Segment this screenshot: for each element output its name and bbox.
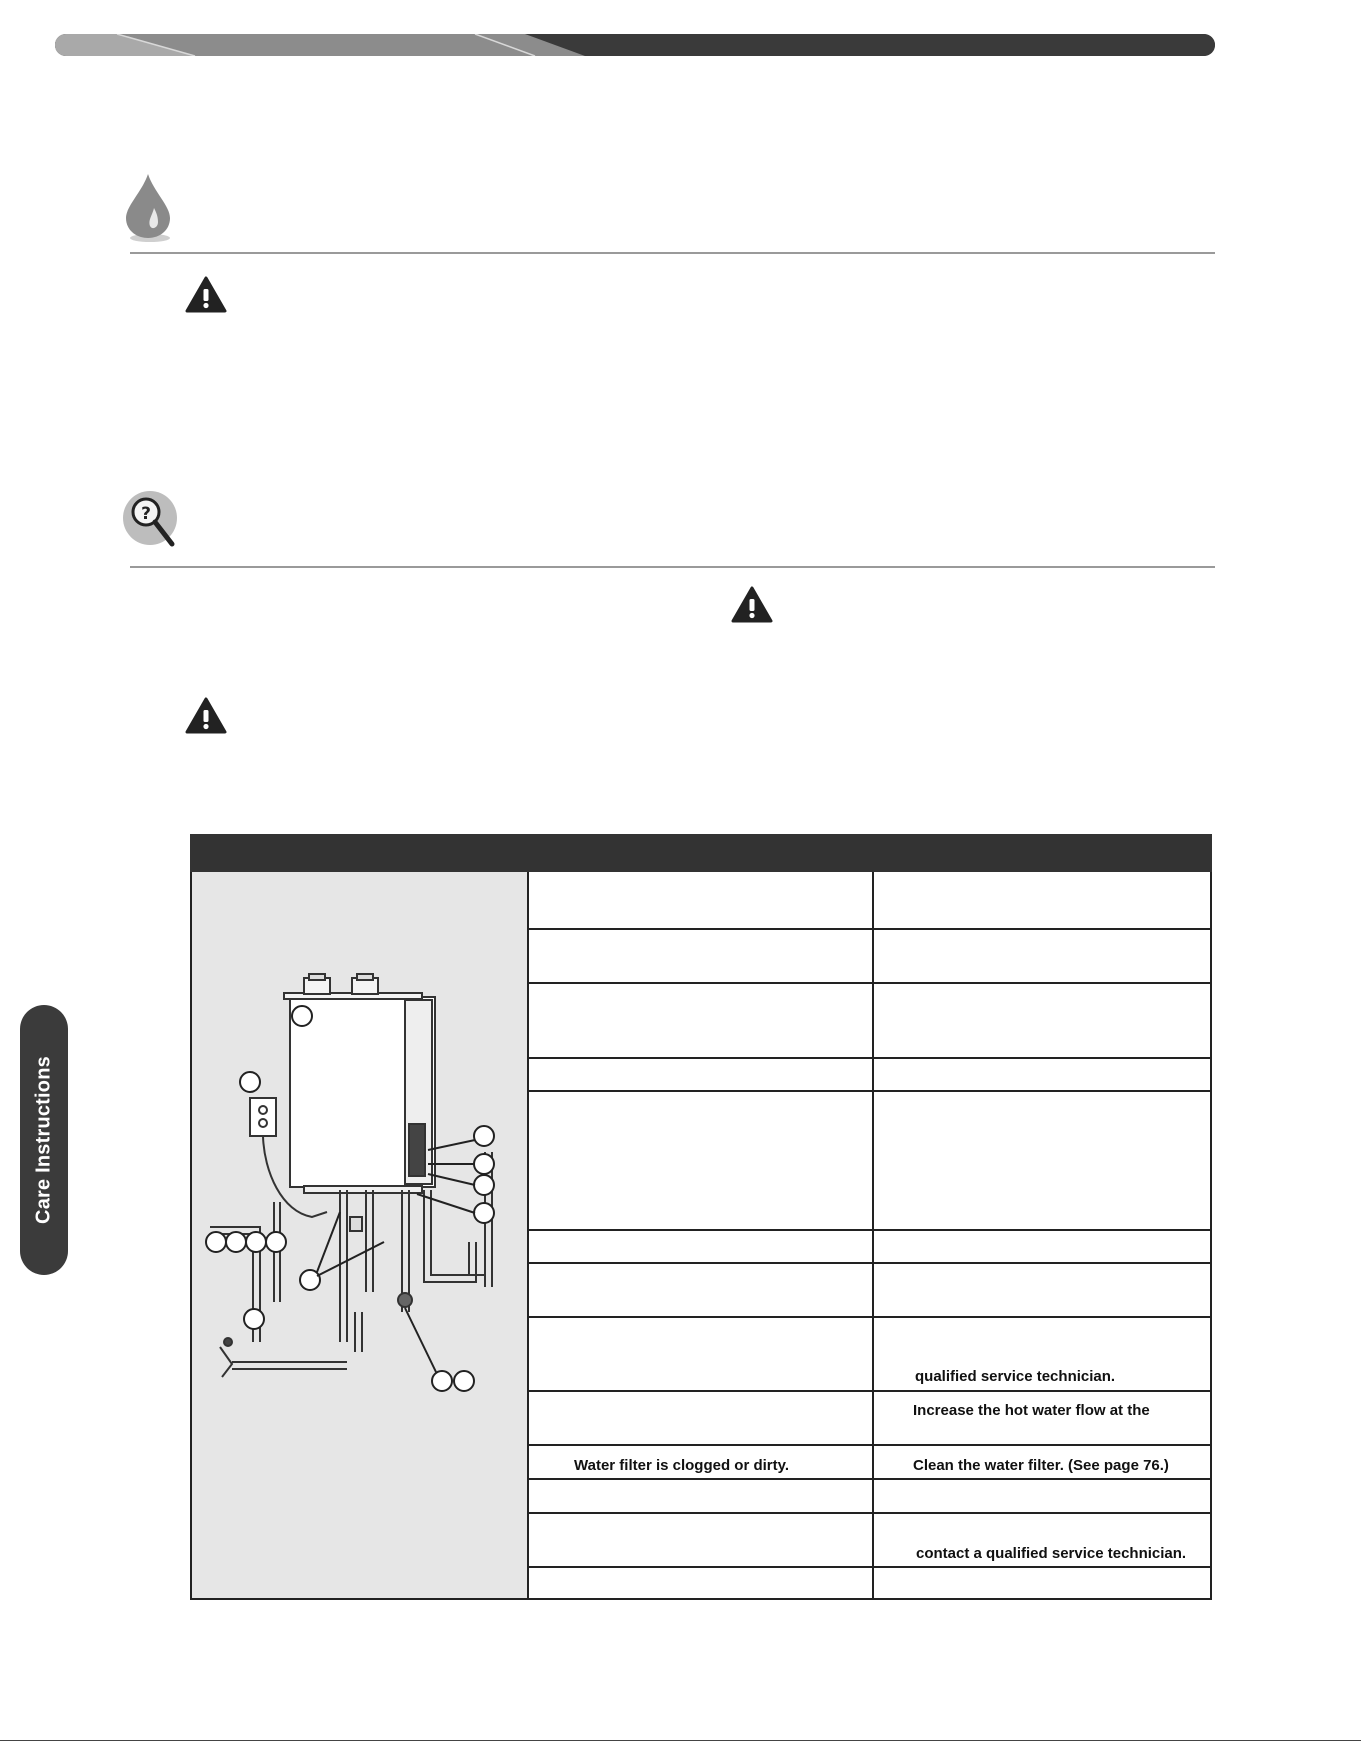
cause-cell: Water filter is clogged or dirty. (574, 1457, 790, 1474)
table-header (190, 834, 1212, 872)
warning-icon (184, 275, 228, 315)
row-divider (528, 1057, 1212, 1059)
diagram-panel (192, 872, 529, 1598)
water-heater-diagram (192, 872, 527, 1598)
row-divider (528, 1229, 1212, 1231)
water-drop-icon (120, 172, 176, 244)
row-divider (528, 1478, 1212, 1480)
row-divider (528, 1090, 1212, 1092)
row-divider (528, 928, 1212, 930)
header-bar (55, 34, 1215, 56)
row-divider (528, 1316, 1212, 1318)
row-divider (528, 982, 1212, 984)
row-divider (528, 1444, 1212, 1446)
warning-icon (730, 585, 774, 625)
row-divider (528, 1566, 1212, 1568)
remedy-cell: qualified service technician. (915, 1368, 1116, 1385)
row-divider (528, 1390, 1212, 1392)
warning-icon (184, 696, 228, 736)
svg-text:?: ? (141, 504, 151, 524)
row-divider (528, 1262, 1212, 1264)
side-tab[interactable] (20, 1005, 68, 1275)
remedy-cell: Clean the water filter. (See page 76.) (913, 1457, 1169, 1474)
page-bottom-line (0, 1740, 1361, 1741)
header-bar-graphic (55, 34, 1215, 56)
magnifier-question-icon (122, 490, 184, 552)
remedy-cell: contact a qualified service technician. (916, 1545, 1187, 1562)
section-rule-2 (130, 566, 1215, 568)
row-divider (528, 1512, 1212, 1514)
side-tab-label: Care Instructions (32, 1056, 55, 1224)
remedy-cell: Increase the hot water flow at the (913, 1402, 1150, 1419)
section-rule (130, 252, 1215, 254)
